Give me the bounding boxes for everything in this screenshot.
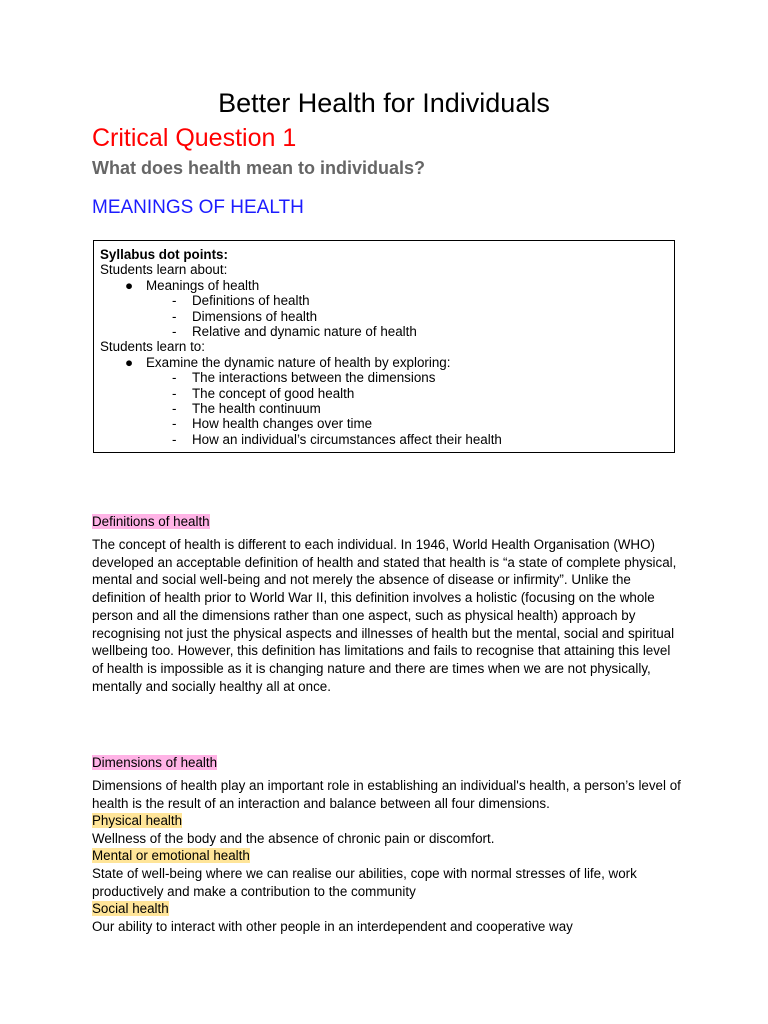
section-heading: MEANINGS OF HEALTH bbox=[92, 197, 304, 218]
learn-to-label: Students learn to: bbox=[100, 339, 205, 355]
bullet-text: Meanings of health bbox=[146, 277, 260, 293]
list-item bbox=[100, 432, 668, 447]
dash-icon: - bbox=[172, 401, 177, 417]
dimensions-label bbox=[92, 755, 217, 771]
highlighted-text: Mental or emotional health bbox=[92, 848, 250, 863]
sub-item-text: Definitions of health bbox=[192, 293, 310, 309]
definitions-label bbox=[92, 514, 210, 530]
physical-health-text: Wellness of the body and the absence of chronic pain or discomfort. bbox=[92, 831, 495, 846]
sub-item-text: Relative and dynamic nature of health bbox=[192, 324, 417, 340]
list-item bbox=[100, 278, 668, 293]
sub-item-text: How health changes over time bbox=[192, 416, 373, 432]
bullet-text: Examine the dynamic nature of health by exploring: bbox=[146, 354, 451, 370]
dash-icon: - bbox=[172, 385, 177, 401]
dimensions-intro: Dimensions of health play an important role in establishing an individual's health, a person’s level of health is the result of an interaction and balance between all four dimensions. bbox=[92, 778, 681, 811]
physical-health-label bbox=[92, 813, 182, 829]
list-item bbox=[100, 355, 668, 370]
social-health-text: Our ability to interact with other people in an interdependent and cooperative way bbox=[92, 919, 573, 934]
syllabus-box bbox=[93, 240, 675, 453]
dash-icon: - bbox=[172, 416, 177, 432]
mental-health-label bbox=[92, 848, 250, 864]
list-item bbox=[100, 370, 668, 385]
highlighted-text: Social health bbox=[92, 901, 169, 916]
syllabus-heading: Syllabus dot points: bbox=[100, 247, 228, 262]
definitions-paragraph: The concept of health is different to each individual. In 1946, World Health Organisation (WHO) developed an acceptable definition of health and stated that health is “a state of complete physical, mental and social well-being and not merely the absence of disease or infirmity”. Unlike the definition of health prior to World War II, this definition involves a holistic (focusing on the whole person and all the dimensions rather than one aspect, such as physical health) approach by recognising not just the physical aspects and illnesses of health but the mental, social and spiritual wellbeing too. However, this definition has limitations and fails to recognise that attaining this level of health is impossible as it is changing nature and there are times when we are not physically, mentally and socially healthy all at once. bbox=[92, 537, 677, 694]
list-item bbox=[100, 416, 668, 431]
list-item bbox=[100, 401, 668, 416]
sub-item-text: The interactions between the dimensions bbox=[192, 370, 436, 386]
bullet-icon: ● bbox=[125, 277, 134, 293]
dash-icon: - bbox=[172, 431, 177, 447]
critical-question-title: Critical Question 1 bbox=[92, 124, 297, 152]
list-item bbox=[100, 324, 668, 339]
dash-icon: - bbox=[172, 308, 177, 324]
bullet-icon: ● bbox=[125, 354, 134, 370]
critical-question-text: What does health mean to individuals? bbox=[92, 158, 426, 178]
highlighted-text: Definitions of health bbox=[92, 514, 210, 529]
dash-icon: - bbox=[172, 293, 177, 309]
highlighted-text: Physical health bbox=[92, 813, 183, 828]
list-item bbox=[100, 386, 668, 401]
dash-icon: - bbox=[172, 324, 177, 340]
list-item bbox=[100, 293, 668, 308]
highlighted-text: Dimensions of health bbox=[92, 755, 218, 770]
sub-item-text: The concept of good health bbox=[192, 385, 355, 401]
list-item bbox=[100, 309, 668, 324]
learn-about-label: Students learn about: bbox=[100, 262, 228, 278]
document-title: Better Health for Individuals bbox=[218, 88, 550, 118]
sub-item-text: Dimensions of health bbox=[192, 308, 318, 324]
sub-item-text: How an individual’s circumstances affect their health bbox=[192, 431, 502, 447]
sub-item-text: The health continuum bbox=[192, 401, 321, 417]
mental-health-text: State of well-being where we can realise our abilities, cope with normal stresses of life, work productively and make a contribution to the community bbox=[92, 866, 637, 899]
dash-icon: - bbox=[172, 370, 177, 386]
social-health-label bbox=[92, 901, 169, 917]
